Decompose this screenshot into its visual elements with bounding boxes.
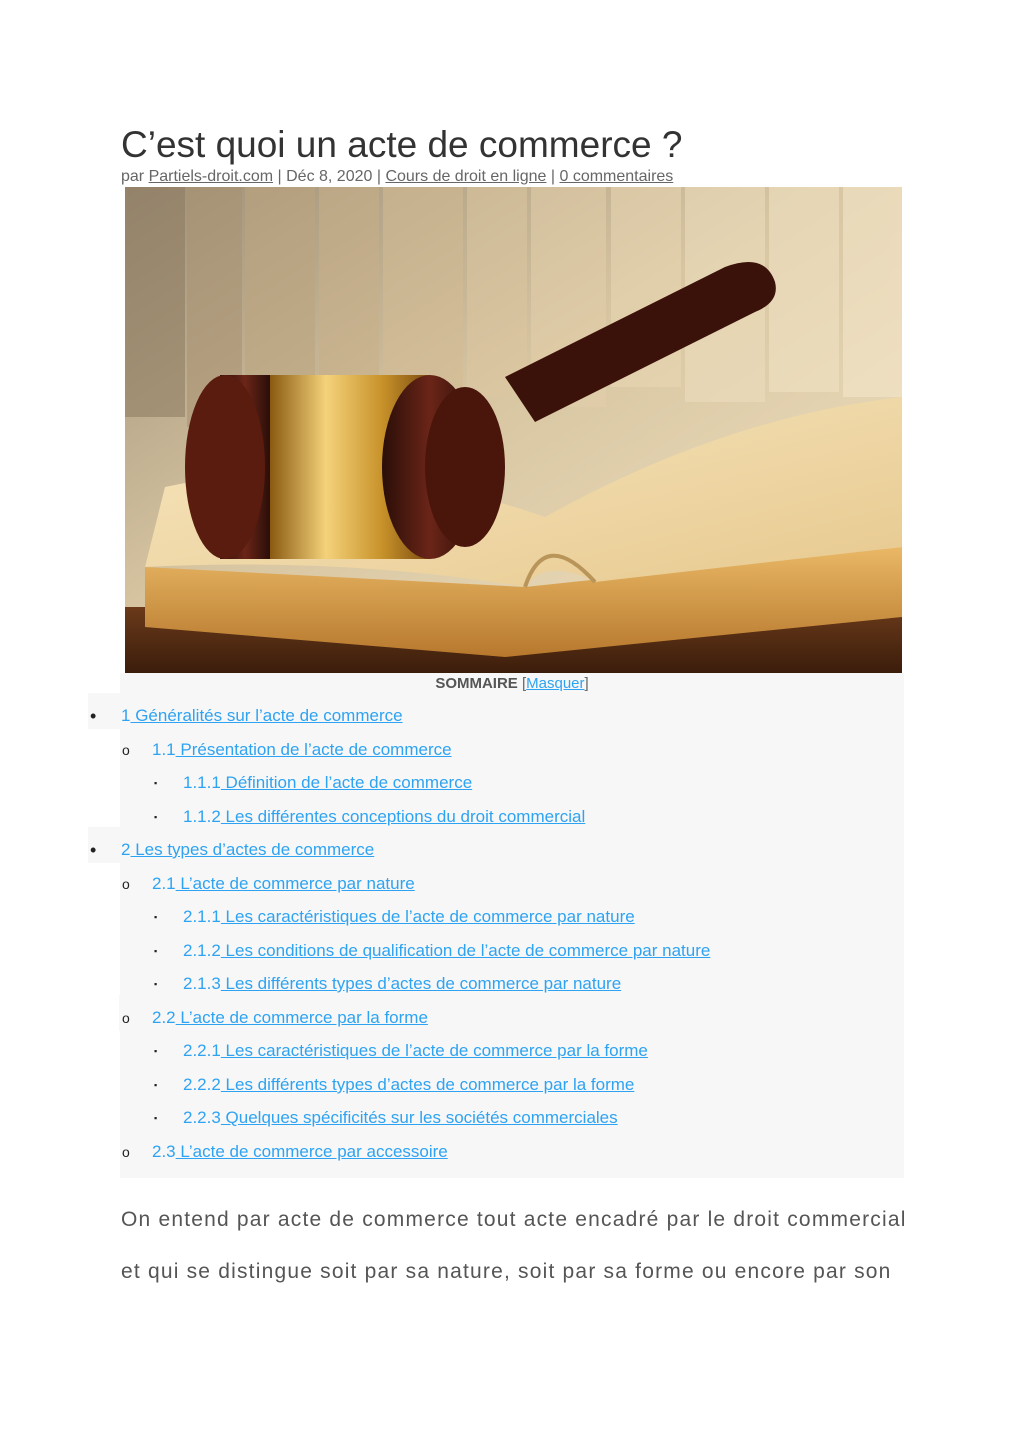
bullet-level3-icon: ▪ bbox=[154, 1113, 158, 1123]
toc-item[interactable] bbox=[152, 1141, 448, 1163]
gavel-on-book-image bbox=[125, 187, 902, 673]
toc-item-link[interactable]: Les différentes conceptions du droit commercial bbox=[220, 807, 586, 826]
bullet-level2-icon: o bbox=[122, 1010, 130, 1026]
toc-toggle-link[interactable]: Masquer bbox=[526, 675, 585, 692]
toc-item-link[interactable]: Généralités sur l’acte de commerce bbox=[130, 706, 403, 725]
meta-separator: | bbox=[546, 168, 560, 185]
toc-item-number: 2 bbox=[121, 840, 131, 859]
toc-bracket: ] bbox=[584, 675, 589, 692]
bullet-level3-icon: ▪ bbox=[154, 912, 158, 922]
toc-header bbox=[120, 674, 904, 694]
toc-item-link[interactable]: Les types d’actes de commerce bbox=[130, 840, 375, 859]
toc-item-number: 1 bbox=[121, 706, 131, 725]
bullet-level2-icon: o bbox=[122, 1144, 130, 1160]
category-link[interactable]: Cours de droit en ligne bbox=[385, 168, 547, 185]
toc-item-number: 2.2.3 bbox=[183, 1108, 221, 1127]
toc-item-number: 2.1 bbox=[152, 874, 176, 893]
bullet-level2-icon: o bbox=[122, 876, 130, 892]
bullet-level3-icon: ▪ bbox=[154, 778, 158, 788]
meta-prefix: par bbox=[121, 168, 145, 185]
toc-item[interactable] bbox=[152, 873, 415, 895]
toc-item[interactable] bbox=[183, 1074, 634, 1096]
bullet-level3-icon: ▪ bbox=[154, 1080, 158, 1090]
toc-item-number: 1.1.2 bbox=[183, 807, 221, 826]
toc-item-number: 1.1.1 bbox=[183, 773, 221, 792]
toc-item[interactable] bbox=[183, 1040, 648, 1062]
toc-item-link[interactable]: Quelques spécificités sur les sociétés commerciales bbox=[220, 1108, 618, 1127]
toc-item-number: 2.1.2 bbox=[183, 941, 221, 960]
article-meta bbox=[121, 167, 673, 187]
meta-separator: | bbox=[372, 168, 386, 185]
toc-item[interactable] bbox=[152, 1007, 428, 1029]
toc-item-link[interactable]: Présentation de l’acte de commerce bbox=[175, 740, 452, 759]
toc-item-link[interactable]: Les conditions de qualification de l’acte de commerce par nature bbox=[220, 941, 711, 960]
toc-item-link[interactable]: L’acte de commerce par nature bbox=[175, 874, 415, 893]
toc-item-link[interactable]: Les différents types d’actes de commerce par la forme bbox=[220, 1075, 635, 1094]
toc-item-number: 2.2.2 bbox=[183, 1075, 221, 1094]
toc-item[interactable] bbox=[183, 973, 621, 995]
toc-item-number: 2.1.3 bbox=[183, 974, 221, 993]
bullet-level2-icon: o bbox=[122, 742, 130, 758]
bullet-level1-icon: • bbox=[90, 706, 97, 726]
toc-item-number: 2.2 bbox=[152, 1008, 176, 1027]
author-link[interactable]: Partiels-droit.com bbox=[148, 168, 274, 185]
toc-heading: SOMMAIRE bbox=[435, 675, 518, 692]
toc-item[interactable] bbox=[183, 906, 635, 928]
article-title: C’est quoi un acte de commerce ? bbox=[121, 124, 683, 165]
toc-item-number: 2.1.1 bbox=[183, 907, 221, 926]
toc-bracket: [ bbox=[521, 675, 527, 692]
toc-item[interactable] bbox=[121, 839, 374, 861]
bullet-level1-icon: • bbox=[90, 840, 97, 860]
toc-item[interactable] bbox=[183, 940, 710, 962]
toc-item[interactable] bbox=[183, 772, 472, 794]
bullet-level3-icon: ▪ bbox=[154, 946, 158, 956]
toc-item-link[interactable]: Les différents types d’actes de commerce par nature bbox=[220, 974, 622, 993]
toc-item[interactable] bbox=[121, 705, 403, 727]
comments-link[interactable]: 0 commentaires bbox=[559, 168, 674, 185]
body-paragraph-line: et qui se distingue soit par sa nature, soit par sa forme ou encore par son bbox=[121, 1260, 892, 1283]
toc-item[interactable] bbox=[152, 739, 452, 761]
toc-item-link[interactable]: L’acte de commerce par accessoire bbox=[175, 1142, 448, 1161]
toc-item-number: 1.1 bbox=[152, 740, 176, 759]
meta-separator: | bbox=[273, 168, 287, 185]
publish-date: Déc 8, 2020 bbox=[286, 168, 373, 185]
toc-item[interactable] bbox=[183, 806, 585, 828]
toc-item-link[interactable]: Définition de l’acte de commerce bbox=[220, 773, 473, 792]
toc-item-number: 2.3 bbox=[152, 1142, 176, 1161]
bullet-level3-icon: ▪ bbox=[154, 1046, 158, 1056]
toc-item-link[interactable]: Les caractéristiques de l’acte de commerce par la forme bbox=[220, 1041, 648, 1060]
toc-item-link[interactable]: Les caractéristiques de l’acte de commerce par nature bbox=[220, 907, 635, 926]
body-paragraph-line: On entend par acte de commerce tout acte encadré par le droit commercial bbox=[121, 1208, 907, 1231]
toc-item-number: 2.2.1 bbox=[183, 1041, 221, 1060]
bullet-level3-icon: ▪ bbox=[154, 979, 158, 989]
toc-item[interactable] bbox=[183, 1107, 618, 1129]
bullet-level3-icon: ▪ bbox=[154, 812, 158, 822]
toc-item-link[interactable]: L’acte de commerce par la forme bbox=[175, 1008, 428, 1027]
